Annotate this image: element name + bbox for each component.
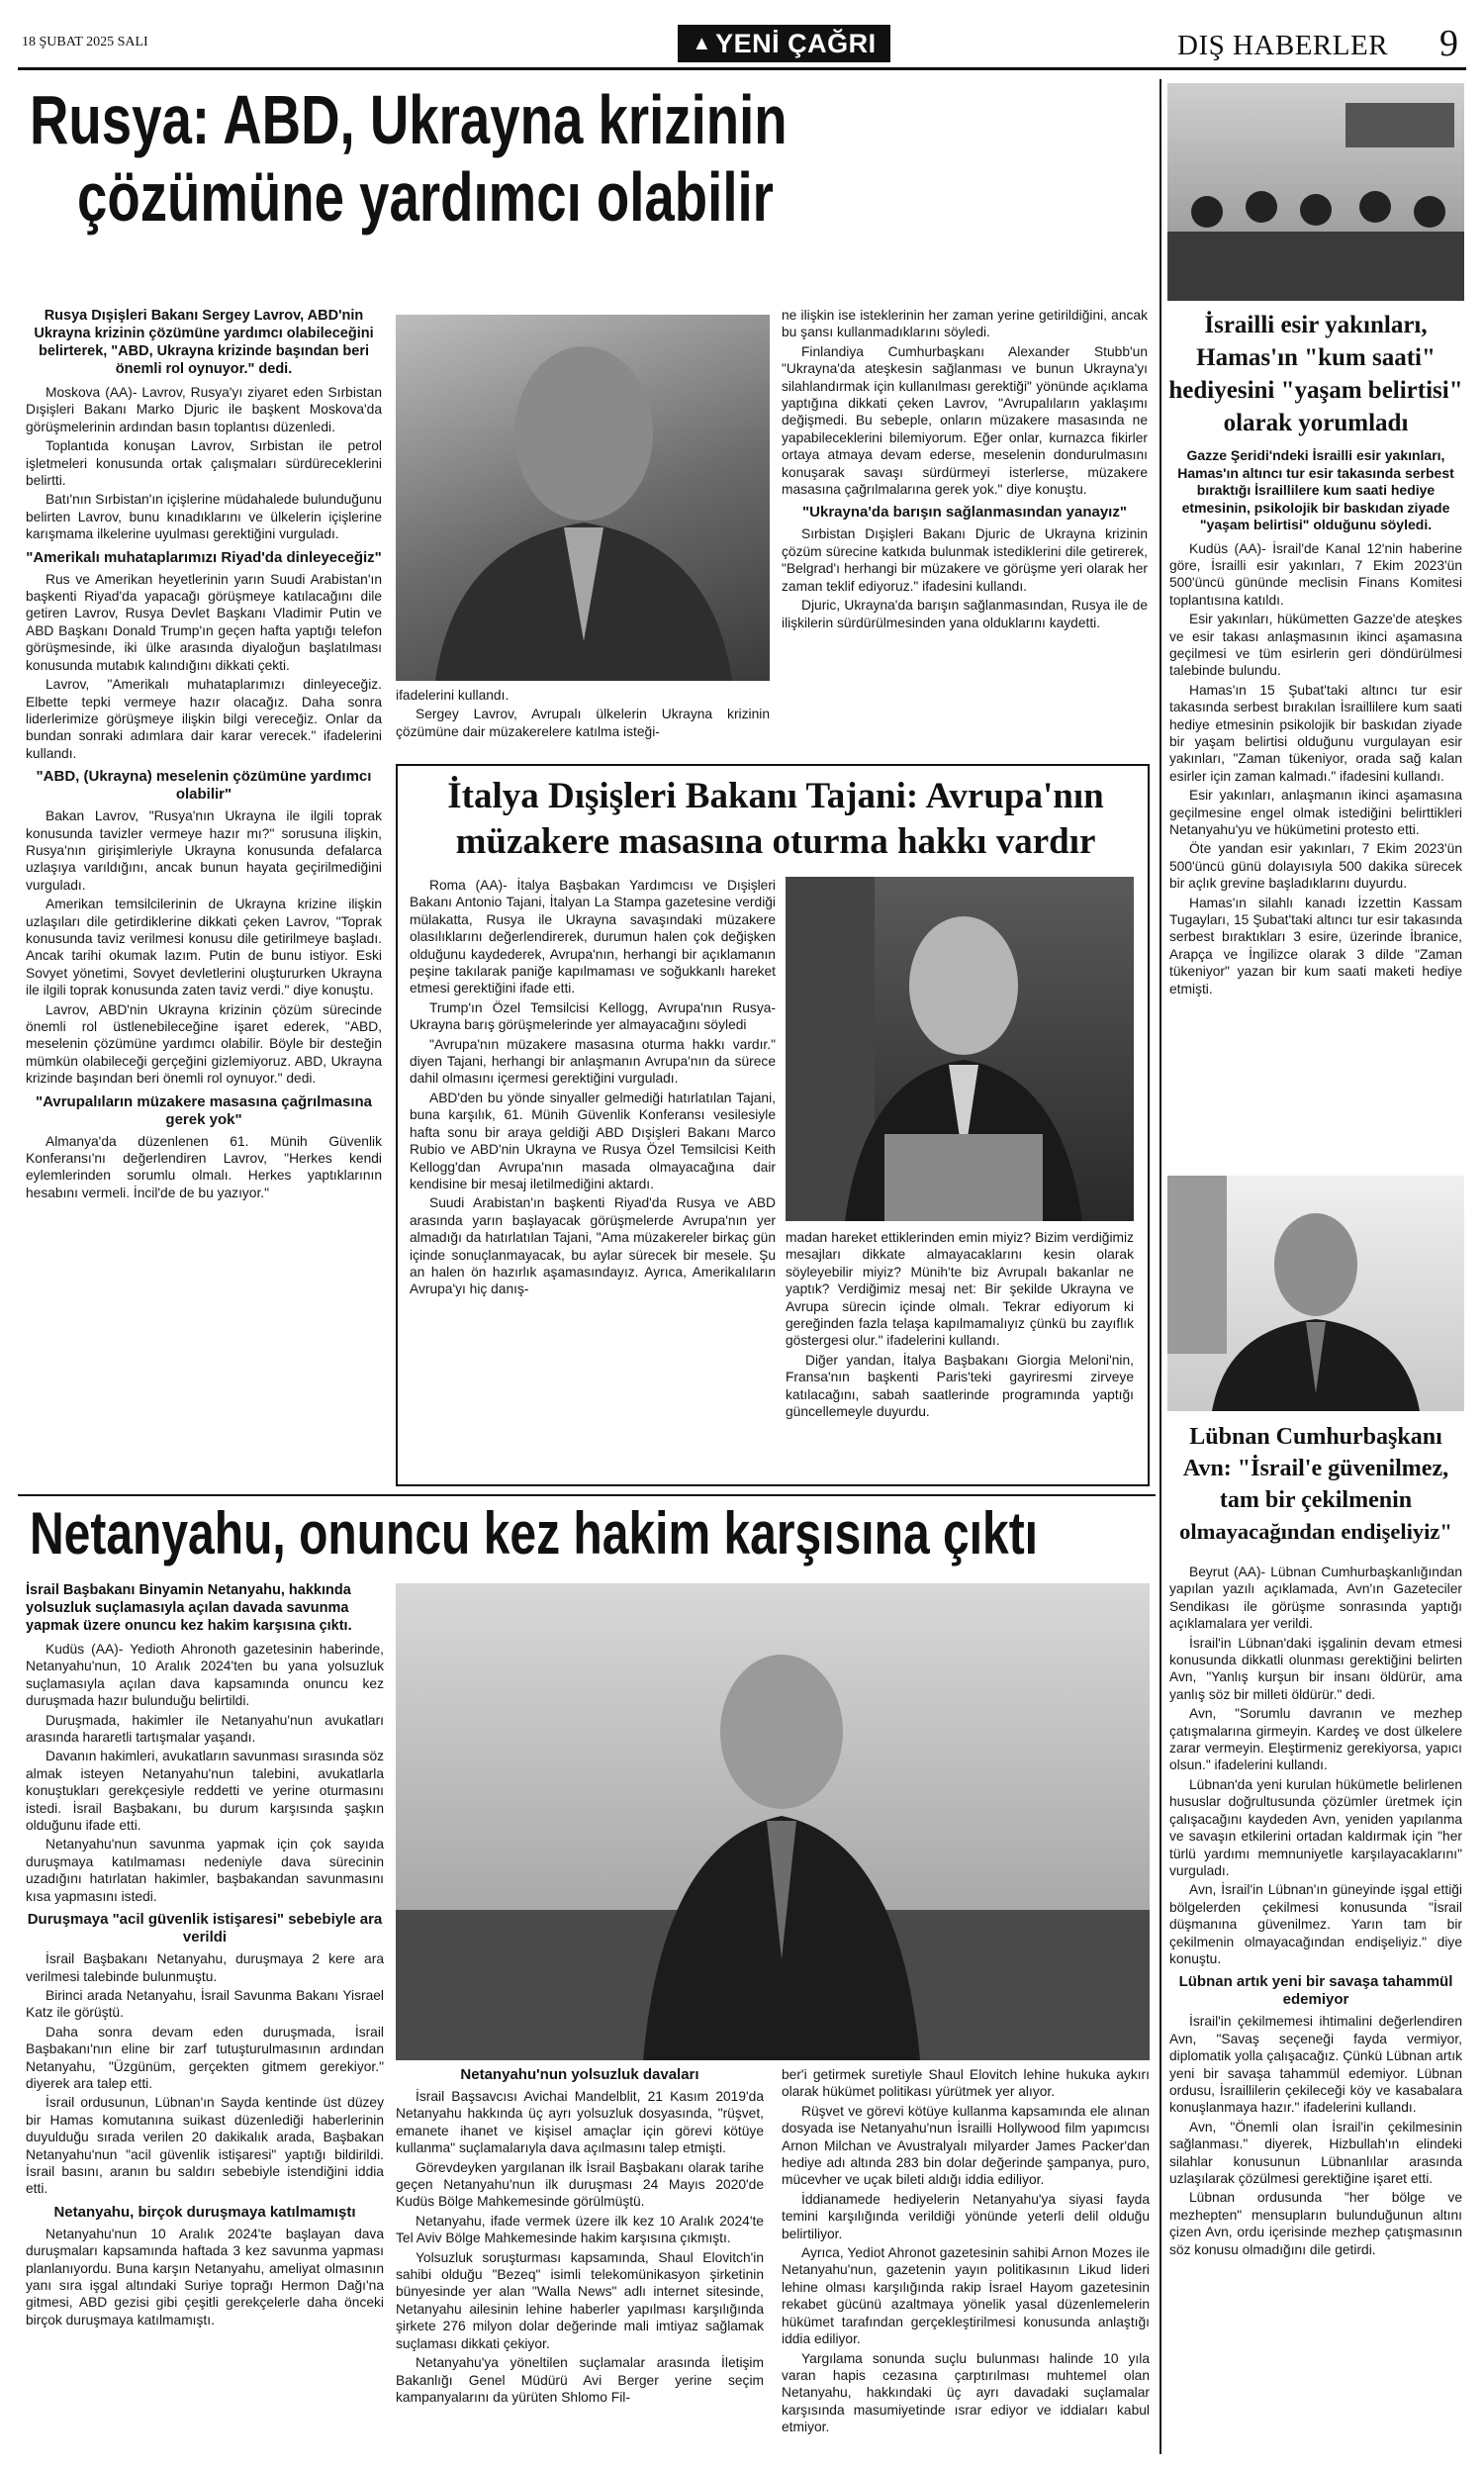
article1-col3: ne ilişkin ise isteklerinin her zaman yerine getirildiğini, ancak bu şansı kullanmadıklarını söyledi. Finlandiya Cumhurbaşkanı Alexander Stubb'un "Ukrayna'da ateşkesin sağlanması ve bunun Ukrayna'yı silahlandırmak için kullanılması gerektiği" yönünde açıklama yaptığına dikkati çeken Lavrov, "Avrupalıların yaklaşımı değişmedi. Bu sebeple, onların müzakere masasında ne yapabileceklerini bilemiyorum. Eğer onlar, kurnazca fikirler ortaya atmaya devam ederse, meselenin dondurulmasını konuşarak savaşı sürdürmeyi isterlerse, müzakere masasına çağrılmalarına gerek yok." diye konuştu. "Ukrayna'da barışın sağlanmasından yanayız" Sırbistan Dışişleri Bakanı Djuric de Ukrayna krizinin çözüm sürecine katkıda bulunmak istediklerini dile getirerek, "Belgrad'ı herhangi bir müzakere ve görüşme yeri olarak her zaman teklif ediyoruz." ifadesini kullandı. Djuric, Ukrayna'da barışın sağlanmasından, Rusya ile de ilişkilerin sürdürülmesinden yana olduklarını kaydetti. — [782, 308, 1148, 630]
photo-aoun — [1167, 1176, 1464, 1411]
subhead: "Ukrayna'da barışın sağlanmasından yanayız" — [802, 504, 1127, 522]
headline-aoun: Lübnan Cumhurbaşkanı Avn: "İsrail'e güvenilmez, tam bir çekilmenin olmayacağından endişeliyiz" — [1179, 1424, 1452, 1544]
article1-col1: Rusya Dışişleri Bakanı Sergey Lavrov, ABD'nin Ukrayna krizinin çözümüne yardımcı olabileceğini belirterek, "ABD, Ukrayna krizinde başından beri önemli rol oynuyor." dedi. Moskova (AA)- Lavrov, Rusya'yı ziyaret eden Sırbistan Dışişleri Bakanı Marko Djuric ile başkent Moskova'da görüşmelerinin ardından basın toplantısı düzenledi. Toplantıda konuşan Lavrov, Sırbistan ile petrol işletmeleri konusunda ortak çalışmaları sürdüreceklerini belirtti. Batı'nın Sırbistan'ın içişlerine müdahalede bulunduğunu belirten Lavrov, bunu kınadıklarını ve ülkelerin içişlerine karışmama ilkelerine uyulması gerektiğini vurguladı. "Amerikalı muhataplarımızı Riyad'da dinleyeceğiz" Rus ve Amerikan heyetlerinin yarın Suudi Arabistan'ın başkenti Riyad'da yapacağı görüşmeye katılacağını dile getiren Lavrov, Rusya Devlet Başkanı Vladimir Putin ve ABD Başkanı Donald Trump'ın geçen hafta yaptığı telefon görüşmesinde, iki ülke arasında diyaloğun başlatılması konusunda mutabık kalındığını dikkati çekti. Lavrov, "Amerikalı muhataplarımızı dinleyeceğiz. Elbette tepki vermeye hazır olacağız. Daha sonra liderlerimize görüşmeye ilişkin bilgi vereceğiz. Onlar da bundan sonraki adımlara dair karar verecek." ifadelerini kullandı. "ABD, (Ukrayna) meselenin çözümüne yardımcı olabilir" Bakan Lavrov, "Rusya'nın Ukrayna ile ilgili toprak konusunda tavizler vermeye hazır mı?" sorusuna ilişkin, Rusya'nın girişimleriyle Ukrayna konusunda defalarca uzlaşıya varıldığını, ancak bunun hayata geçirilmediğini vurguladı. Amerikan temsilcilerinin de Ukrayna krizine ilişkin uzlaşıları dile getirdiklerine dikkati çeken Lavrov, "Toprak konusunda taviz verilmesi konusu dile getirilmeye başladı. Ancak tarihi okumak lazım. Putin de bunu istiyor. Eski Sovyet yönetimi, Sovyet devletlerini oluştururken Ukrayna ile ilgili toprak konusunda zaten taviz verdi." diye konuştu. Lavrov, ABD'nin Ukrayna krizinin çözüm sürecinde önemli rol üstlenebileceğine işaret ederek, "ABD, meselenin çözümüne yardımcı olabilir. Böyle bir desteğin mümkün olabileceği gerçeğini gizlemiyoruz. ABD, Ukrayna krizinde başından beri önemli rol oynuyor." dedi. "Avrupalıların müzakere masasına çağrılmasına gerek yok" Almanya'da düzenlenen 61. Münih Güvenlik Konferansı'nı değerlendiren Lavrov, "Herkes kendi eylemlerinden sorumlu olmalı. Herkes yaptıklarının hesabını vermeli. İncil'de de bu yazıyor." — [26, 308, 382, 1200]
photo-tajani — [786, 877, 1134, 1221]
lead-hostages: Gazze Şeridi'ndeki İsrailli esir yakınları, Hamas'ın altıncı tur esir takasında serbest bıraktığı İsraillilere kum saati hediye etmesinin, psikolojik bir baskıdan ziyade "yaşam belirtisi" olduğunu söyledi. — [1177, 447, 1454, 532]
section-title: DIŞ HABERLER — [1177, 30, 1389, 61]
torch-icon: ▲ — [692, 32, 712, 54]
subhead: "Avrupalıların müzakere masasına çağrılmasına gerek yok" — [35, 1092, 373, 1128]
header-rule — [18, 67, 1466, 70]
lead-netanyahu: İsrail Başbakanı Binyamin Netanyahu, hakkında yolsuzluk suçlamasıyla açılan davada savunma yapmak üzere onuncu kez hakim karşısına çıktı. — [26, 1582, 352, 1634]
right-column-rule — [1159, 79, 1161, 2454]
page-number: 9 — [1439, 23, 1458, 64]
subhead: Duruşmaya "acil güvenlik istişaresi" sebebiyle ara verildi — [27, 1911, 383, 1946]
article3-col1: İsrail Başbakanı Binyamin Netanyahu, hakkında yolsuzluk suçlamasıyla açılan davada savunma yapmak üzere onuncu kez hakim karşısına çıktı. Kudüs (AA)- Yedioth Ahronoth gazetesinin haberinde, Netanyahu'nun, 10 Aralık 2024'ten bu yana yolsuzluk suçlamasıyla açılan dava kapsamında onuncu kez duruşmada hazır bulunduğu belirtildi. Duruşmada, hakimler ile Netanyahu'nun avukatları arasında hararetli tartışmalar yaşandı. Davanın hakimleri, avukatların savunması sırasında söz almak isteyen Netanyahu'nun talebini, avukatlarla konuştukları gerekçesiyle reddetti ve yerine oturmasını istedi. İsrail Başbakanı, bu durum karşısında şaşkın olduğunu ifade etti. Netanyahu'nun savunma yapmak için çok sayıda duruşmaya katılmaması nedeniyle dava sürecinin uzadığını hatırlatan hakimler, başbakandan savunmasını kısa yapmasını istedi. Duruşmaya "acil güvenlik istişaresi" sebebiyle ara verildi İsrail Başbakanı Netanyahu, duruşmaya 2 kere ara verilmesi talebinde bulunmuştu. Birinci arada Netanyahu, İsrail Savunma Bakanı Yisrael Katz ile görüştü. Daha sonra devam eden duruşmada, İsrail Başbakanı'nın eline bir zarf tutuşturulmasının ardından Netanyahu, "Üzgünüm, gerçekten gitmem gerekiyor." diyerek ara talep etti. İsrail ordusunun, Lübnan'ın Sayda kentinde üst düzey bir Hamas komutanına suikast düzenlediği haberlerinin duyulduğu sırada verilen 20 dakikalık arada, Başbakan Netanyahu'nun "acil güvenlik istişaresi" yaptığı bildirildi. İsrail basını, aranın bu saldırı sebebiyle istendiğini iddia etti. Netanyahu, birçok duruşmaya katılmamıştı Netanyahu'nun 10 Aralık 2024'te başlayan dava duruşmaları kapsamında haftada 3 kez savunma yapması planlanıyordu. Buna karşın Netanyahu, ameliyat olmasının yanı sıra işgal altındaki Suriye toprağı Hermon Dağı'na gitmesi, ABD gezisi gibi çeşitli gerekçelerle daha önceki birçok duruşmaya katılmamıştı. — [26, 1582, 385, 2327]
article5-body: Beyrut (AA)- Lübnan Cumhurbaşkanlığından yapılan yazılı açıklamada, Avn'ın Gazeteciler Sendikası ile görüşme sonrasında yaptığı açıklamalara yer verildi. İsrail'in Lübnan'daki işgalinin devam etmesi konusunda dikkatli olunması gerektiğini belirten Avn, "Yanlış kurşun bir insanı öldürür, ama yanlış söz bir milleti öldürür." dedi. Avn, "Sorumlu davranın ve mezhep çatışmalarına girmeyin. Kardeş ve dost ülkelere zarar vermeyin. Eleştirmeniz gerekiyorsa, yapıcı olsun." ifadelerini kullandı. Lübnan'da yeni kurulan hükümetle belirlenen hususlar doğrultusunda çözümler üretmek için çalışacağını kaydeden Avn, yeniden yapılanma ve savaşın etkilerini ortadan kaldırmak için "her türlü yardımı memnuniyetle karşılayacaklarını" vurguladı. Avn, İsrail'in Lübnan'ın güneyinde işgal ettiği bölgelerden çekilmesi konusunda "İsrail düşmanına güvenilmez. Yarın tam bir çekilmenin olmayacağından endişeliyiz." diye konuştu. Lübnan artık yeni bir savaşa tahammül edemiyor İsrail'in çekilmemesi ihtimalini değerlendiren Avn, "Savaş seçeneği fayda vermiyor, diplomatik yolla çalışacağız. Çünkü Lübnan artık yeni bir savaşa tahammül edemiyor. Lübnan ordusu, İsraillilerin çekileceği köy ve kasabalara konuşlanmaya hazır." ifadelerini kullandı. Avn, "Önemli olan İsrail'in çekilmesinin sağlanması." diyerek, Hizbullah'ın elindeki silahlar konusunun Lübnanlılar arasında uzlaşılarak çözülmesi gerektiğine işaret etti. Lübnan ordusunda "her bölge ve mezhepten" mensupların bulunduğunun altını çizen Avn, ordu içerisinde mezhep çatışmasının söz konusu olmadığını dile getirdi. — [1169, 1565, 1462, 2257]
photo-netanyahu — [396, 1583, 1150, 2060]
article3-col2: Netanyahu'nun yolsuzluk davaları İsrail Başsavcısı Avichai Mandelblit, 21 Kasım 2019'da Netanyahu hakkında üç ayrı yolsuzluk dosyasında, "rüşvet, emanete ihanet ve kişisel amaçlar için görevi kötüye kullanma" suçlamalarıyla dava açılmasını talep etmişti. Görevdeyken yargılanan ilk İsrail Başbakanı olarak tarihe geçen Netanyahu'nun ilk duruşması 24 Mayıs 2020'de Kudüs Bölge Mahkemesinde görülmüştü. Netanyahu, ifade vermek üzere ilk kez 10 Aralık 2024'te Tel Aviv Bölge Mahkemesinde hakim karşısına çıkmıştı. Yolsuzluk soruşturması kapsamında, Shaul Elovitch'in sahibi olduğu "Bezeq" isimli telekomünikasyon şirketinin bünyesinde yer alan "Walla News" adlı internet sitesinde, Netanyahu ailesinin lehine haberler yapılması karşılığında şirkete 276 milyon dolar değerinde mali imtiyaz sağlamak suçlaması dikkati çekiyor. Netanyahu'ya yöneltilen suçlamalar arasında İletişim Bakanlığı Genel Müdürü Avi Berger yerine seçim kampanyalarını da yürüten Shlomo Fil- — [396, 2066, 764, 2405]
subhead: "Amerikalı muhataplarımızı Riyad'da dinleyeceğiz" — [26, 548, 382, 566]
portrait-silhouette-icon — [1167, 1176, 1464, 1411]
headline-hostages: İsrailli esir yakınları, Hamas'ın "kum saati" hediyesini "yaşam belirtisi" olarak yorumladı — [1168, 312, 1463, 436]
crowd-scene-icon — [1167, 83, 1464, 301]
portrait-silhouette-icon — [396, 1583, 1150, 2060]
portrait-silhouette-icon — [786, 877, 1134, 1221]
subhead: Lübnan artık yeni bir savaşa tahammül edemiyor — [1178, 1973, 1453, 2009]
section-divider — [18, 1494, 1156, 1496]
article3-col3: ber'i getirmek suretiyle Shaul Elovitch lehine hukuka aykırı olarak hükümet politikası yürütmek yer alıyor. Rüşvet ve görevi kötüye kullanma kapsamında ele alınan dosyada ise Netanyahu'nun İsrailli Hollywood film yapımcısı Arnon Milchan ve Avustralyalı milyarder James Packer'dan hediye adı altında 283 bin dolar değerinde şampanya, puro, mücevher ve uçak bileti aldığı iddia ediliyor. İddianamede hediyelerin Netanyahu'ya siyasi fayda temini karşılığında verildiği yönünde yeterli delil olduğu belirtiliyor. Ayrıca, Yediot Ahronot gazetesinin sahibi Arnon Mozes ile Netanyahu'nun, gazetenin yayın politikasının Likud lideri lehine olması karşılığında rakip İsrael Hayom gazetesinin rekabet gücünü azaltmaya yönelik yasal düzenlemelerin hükümet tarafından gerçekleştirilmesi konusunda anlaştığı iddia ediliyor. Yargılama sonunda suçlu bulunması halinde 10 yıla varan hapis cezasına çarptırılması muhtemel olan Netanyahu, hakkındaki üç ayrı davadaki suçlamalar karşısında masumiyetinde ısrar ediyor ve iddiaları kabul etmiyor. — [782, 2067, 1150, 2435]
subhead: Netanyahu, birçok duruşmaya katılmamıştı — [53, 2203, 356, 2221]
photo-lavrov — [396, 315, 770, 681]
article2-col2: madan hareket ettiklerinden emin miyiz? Bizim verdiğimiz mesajları dikkate almayacaklarını kesin olarak söyleyebilir miyiz? Münih'te biz Avrupalı bakanlar ne yaptık? Verdiğimiz mesaj net: Bir şekilde Ukrayna ve Avrupa sürecin içinde olmalı. Tekrar ediyorum ki gereğinden fazla telaşa kapılmamalıyız çünkü bu zayıflık göstergesi olur." ifadelerini kullandı. Diğer yandan, İtalya Başbakanı Giorgia Meloni'nin, Fransa'nın başkenti Paris'teki gayriresmi zirveye katılacağını, sabah saatlerinde programında yaptığı güncellemeyle duyurdu. — [786, 1230, 1134, 1420]
photo-hostages — [1167, 83, 1464, 301]
article1-col2: ifadelerini kullandı. Sergey Lavrov, Avrupalı ülkelerin Ukrayna krizinin çözümüne dair müzakerelere katılma isteği- — [396, 688, 770, 739]
newspaper-logo: ▲ YENİ ÇAĞRI — [678, 25, 890, 62]
headline-netanyahu: Netanyahu, onuncu kez hakim karşısına çıktı — [30, 1500, 1039, 1566]
headline-tajani: İtalya Dışişleri Bakanı Tajani: Avrupa'nın müzakere masasına oturma hakkı vardır — [447, 776, 1104, 862]
lead-lavrov: Rusya Dışişleri Bakanı Sergey Lavrov, ABD'nin Ukrayna krizinin çözümüne yardımcı olabileceğini belirterek, "ABD, Ukrayna krizinde başından beri önemli rol oynuyor." dedi. — [34, 308, 374, 377]
article-tajani-box — [396, 764, 1150, 1486]
headline-lavrov: Rusya: ABD, Ukrayna krizinin çözümüne yardımcı olabilir — [30, 81, 788, 236]
issue-date: 18 ŞUBAT 2025 SALI — [22, 35, 148, 49]
portrait-silhouette-icon — [396, 315, 770, 681]
article4-body: Gazze Şeridi'ndeki İsrailli esir yakınları, Hamas'ın altıncı tur esir takasında serbest bıraktığı İsraillilere kum saati hediye etmesinin, psikolojik bir baskıdan ziyade "yaşam belirtisi" olduğunu söyledi. Kudüs (AA)- İsrail'de Kanal 12'nin haberine göre, İsrailli esir yakınları, 7 Ekim 2023'ün 500'üncü gününde meclisin Finans Komitesi toplantısına katıldı. Esir yakınları, hükümetten Gazze'de ateşkes ve esir takası anlaşmasının ikinci aşamasına geçilmesi ve tüm esirlerin geri döndürülmesi talebinde bulundu. Hamas'ın 15 Şubat'taki altıncı tur esir takasında serbest bırakılan İsraillilere kum saati hediye etmesinin psikolojik bir baskıdan ziyade bir yaşam belirtisi olduğunu vurgulayan esir yakınları, "Zaman tükeniyor, orada sağ kalan esirler için zaman kalmadı." ifadesini kullandı. Esir yakınları, anlaşmanın ikinci aşamasına geçilmesine engel olmak istediğini belirttikleri Netanyahu'yu ve hükümetini protesto etti. Öte yandan esir yakınları, 7 Ekim 2023'ün 500'üncü günü dolayısıyla 500 dakika sürecek bir açlık grevine başladıklarını duyurdu. Hamas'ın silahlı kanadı İzzettin Kassam Tugayları, 15 Şubat'taki altıncı tur esir takasında serbest bıraktıkları 3 esire, üzerinde İbranice, Arapça ve İngilizce olarak 3 dilde "Zaman tükeniyor" yazan bir kum saati maketi hediye etmişti. — [1169, 447, 1462, 997]
article2-col1: Roma (AA)- İtalya Başbakan Yardımcısı ve Dışişleri Bakanı Antonio Tajani, İtalyan La Stampa gazetesine verdiği mülakatta, Rusya ile Ukrayna savaşındaki müzakere olasılıklarını değerlendirerek, durumun halen çok değişken olduğunu kaydederek, Avrupa'nın, herhangi bir açıklamanın peşine takılarak paniğe kapılmaması ve soğukkanlı hareket etmesi gerektiğini ifade etti. Trump'ın Özel Temsilcisi Kellogg, Avrupa'nın Rusya-Ukrayna barış görüşmelerinde yer almayacağını söyledi "Avrupa'nın müzakere masasına oturma hakkı vardır." diyen Tajani, herhangi bir anlaşmanın Avrupa'nın da sürece dahil olmasını içermesi gerektiğini vurguladı. ABD'den bu yönde sinyaller gelmediği hatırlatılan Tajani, buna karşılık, 61. Münih Güvenlik Konferansı vesilesiyle hafta sonu bir araya geldiği ABD Dışişleri Bakanı Marco Rubio ve ABD'nin Ukrayna ve Rusya Özel Temsilcisi Keith Kellogg'dan Avrupa'nın masada olmayacağına dair kendisine bir mesaj iletilmediğini aktardı. Suudi Arabistan'ın başkenti Riyad'da Rusya ve ABD arasında yarın başlayacak görüşmelerde Avrupa'nın yer almadığı da hatırlatılan Tajani, "Ama müzakereler birkaç gün içinde sonuçlanmayacak, bu aylar sürecek bir mesele. Şu an halen ön hazırlık aşamasındayız. Ayrıca, Amerikalıların Avrupa'yı hiç danış- — [410, 878, 776, 1297]
subhead: Netanyahu'nun yolsuzluk davaları — [460, 2066, 699, 2083]
subhead: "ABD, (Ukrayna) meselenin çözümüne yardımcı olabilir" — [36, 768, 372, 804]
